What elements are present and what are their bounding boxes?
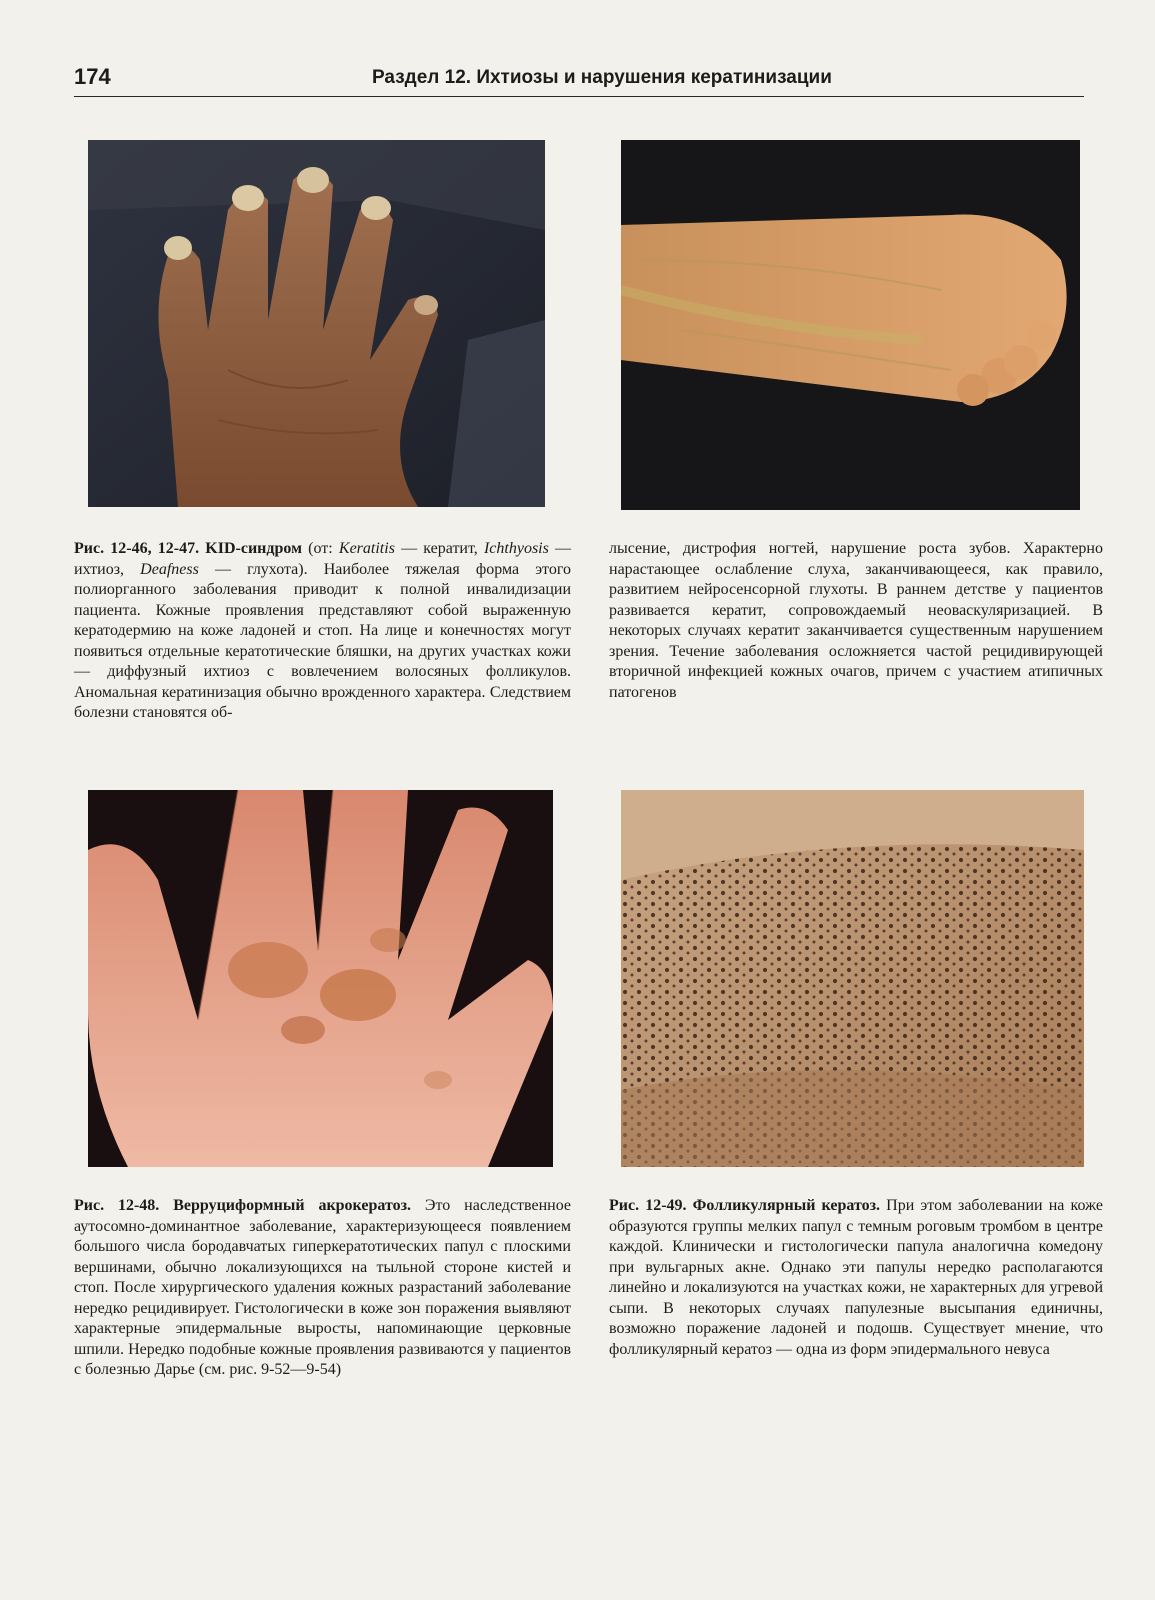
caption-text: Это наследственное аутосомно-доминантное заболевание, характеризующееся появлением большого числа бородавчатых гиперкератотических папул с плоскими вершинами, обычно локализующихся на тыльной стороне кистей и стоп. После хирургического удаления кожных разрастаний заболевание нередко рецидивирует. Гистологически в коже зон поражения выявляют характерные эпидермальные выросты, напоминающие церковные шпили. Нередко подобные кожные проявления развиваются у пациентов с болезнью Дарье (см. рис. 9-52—9-54) bbox=[74, 1197, 572, 1378]
photo-hand-kid-syndrome bbox=[88, 140, 545, 507]
figure-label: Рис. 12-46, 12-47. bbox=[74, 540, 200, 557]
term-deafness: Deafness bbox=[140, 560, 199, 578]
caption-text: — ихтиоз, bbox=[74, 540, 572, 578]
term-ichthyosis: Ichthyosis bbox=[483, 540, 549, 557]
page-header bbox=[74, 62, 1084, 97]
caption-fig-12-48 bbox=[74, 1196, 571, 1381]
figure-title: Верруциформный акрокератоз. bbox=[173, 1197, 412, 1214]
caption-text: (от: bbox=[301, 540, 339, 557]
caption-fig-12-46-47 bbox=[74, 539, 571, 724]
figure-title: Фолликулярный кератоз. bbox=[692, 1197, 881, 1214]
section-title: Раздел 12. Ихтиозы и нарушения кератинизации bbox=[372, 67, 832, 88]
photo-foot-kid-syndrome bbox=[621, 140, 1080, 510]
caption-fig-12-46-47-continuation: лысение, дистрофия ногтей, нарушение роста зубов. Характерно нарастающее ослабление слуха, заканчивающееся, как правило, развитием нейросенсорной глухоты. В раннем детстве у пациентов развивается кератит, сопровождаемый неоваскуляризацией. В некоторых случаях кератит заканчивается существенным нарушением зрения. Течение заболевания осложняется частой рецидивирующей вторичной инфекцией кожных очагов, причем с участием атипичных патогенов bbox=[609, 540, 1103, 701]
page-number: 174 bbox=[74, 64, 111, 89]
caption-text: — кератит, bbox=[394, 540, 484, 557]
photo-skin-follicular-keratosis bbox=[621, 790, 1084, 1167]
photo-hand-acrokeratosis bbox=[88, 790, 553, 1167]
figure-title: KID-синдром bbox=[205, 540, 302, 557]
figure-label: Рис. 12-49. bbox=[609, 1197, 687, 1214]
caption-text: При этом заболевании на коже образуются группы мелких папул с темным роговым тромбом в центре каждой. Клинически и гистологически папула аналогична комедону при вульгарных акне. Однако эти папулы нередко располагаются линейно и локализуются на участках кожи, не характерных для угревой сыпи. В некоторых случаях папулезные высыпания единичны, возможно поражение ладоней и подошв. Существует мнение, что фолликулярный кератоз — одна из форм эпидермального невуса bbox=[609, 1197, 1103, 1358]
term-keratitis: Keratitis bbox=[338, 540, 395, 557]
caption-fig-12-49 bbox=[609, 1196, 1103, 1360]
figure-label: Рис. 12-48. bbox=[74, 1197, 160, 1214]
caption-text: — глухота). Наиболее тяжелая форма этого полиорганного заболевания приводит к полной инвалидизации пациента. Кожные проявления представляют собой выраженную кератодермию на коже ладоней и стоп. На лице и конечностях могут появиться отдельные кератотические бляшки, на других участках кожи — диффузный ихтиоз с вовлечением волосяных фолликулов. Аномальная кератинизация обычно врожденного характера. Следствием болезни становятся об- bbox=[74, 560, 572, 721]
